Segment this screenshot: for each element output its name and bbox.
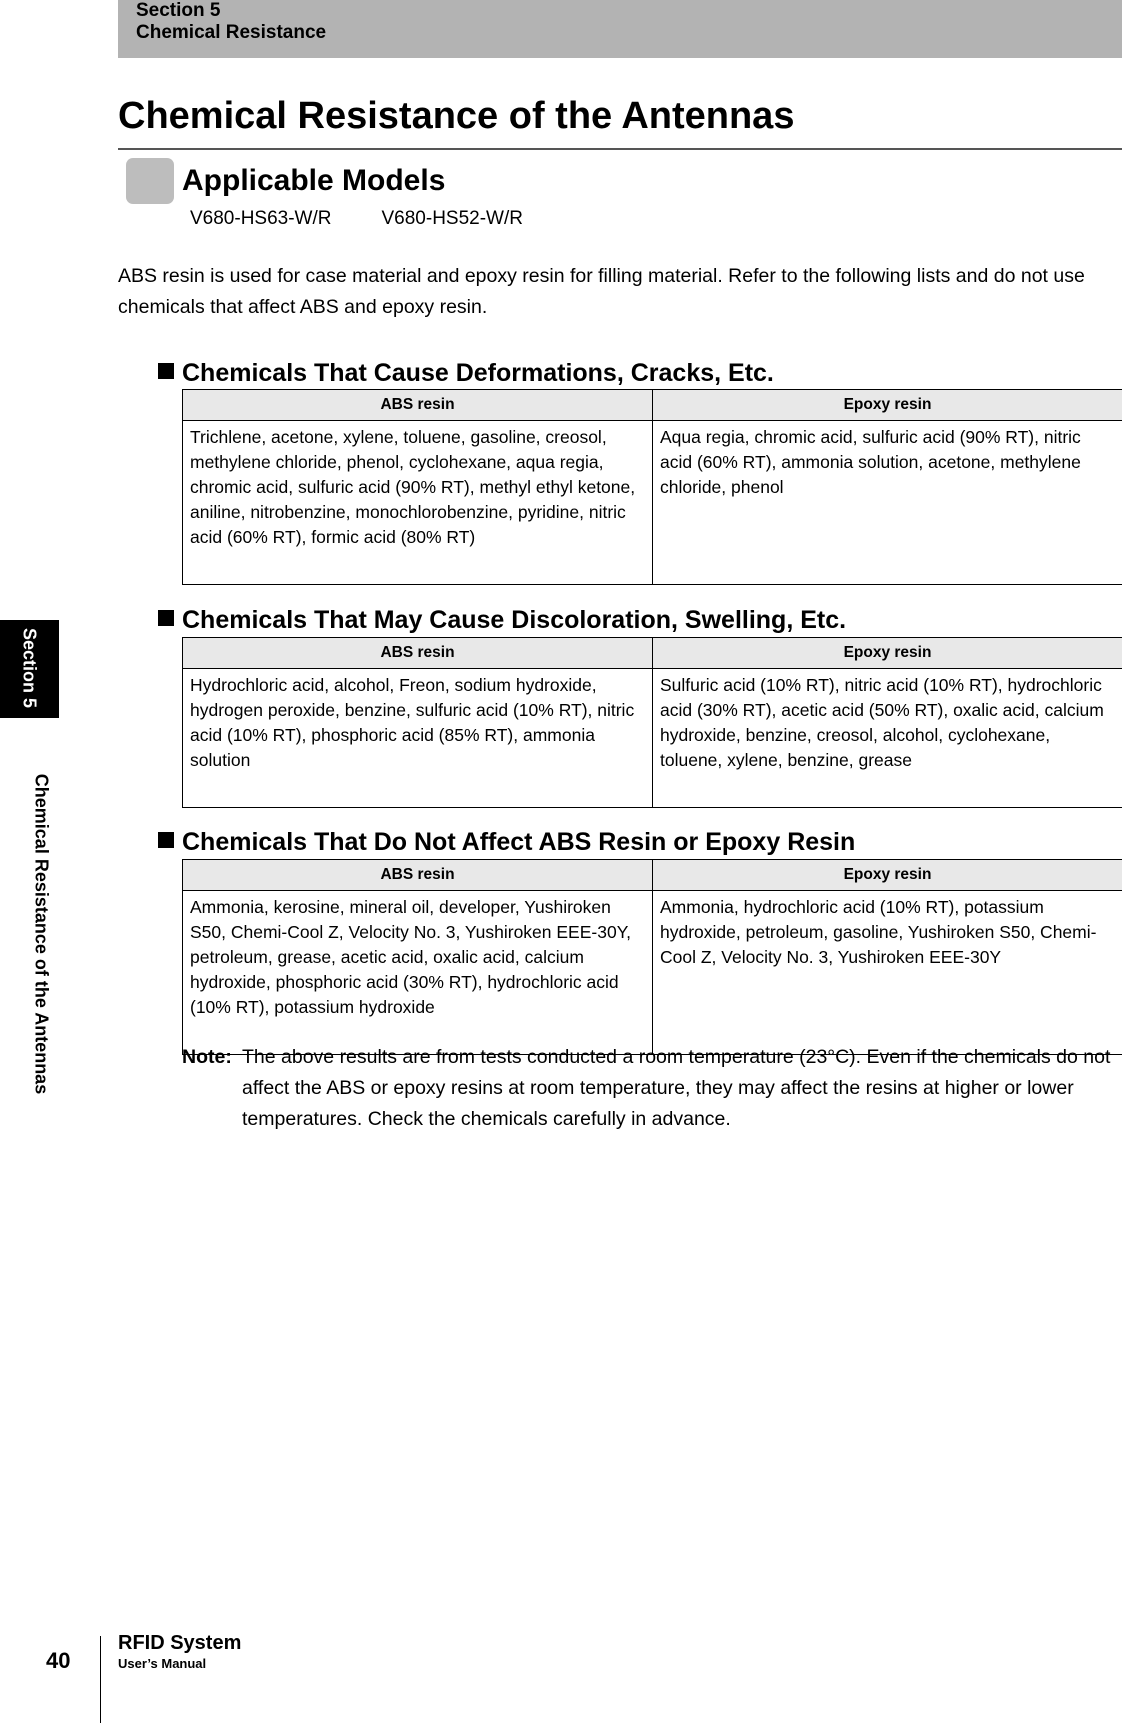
section-number: Section 5 (136, 0, 221, 21)
col-header-abs: ABS resin (183, 390, 653, 421)
section-heading-text: Chemicals That May Cause Discoloration, Swelling, Etc. (182, 606, 847, 634)
chem-table-deformation (182, 389, 1122, 585)
model-item: V680-HS63-W/R (190, 208, 332, 229)
section-chapter: Chemical Resistance (136, 22, 327, 43)
col-header-abs: ABS resin (183, 860, 653, 891)
col-header-epoxy: Epoxy resin (653, 860, 1122, 891)
epoxy-cell: Aqua regia, chromic acid, sulfuric acid (90% RT), nitric acid (60% RT), ammonia solution, acetone, methylene chloride, phenol (653, 421, 1122, 585)
square-bullet-icon (158, 363, 174, 379)
intro-paragraph: ABS resin is used for case material and epoxy resin for filling material. Refer to the following lists and do not use chemicals that affect ABS and epoxy resin. (118, 265, 1085, 318)
abs-cell: Ammonia, kerosine, mineral oil, developer, Yushiroken S50, Chemi-Cool Z, Velocity No. 3, Yushiroken EEE-30Y, petroleum, grease, acetic acid, oxalic acid, calcium hydroxide, phosphoric acid (30% RT), hydrochloric acid (10% RT), potassium hydroxide (183, 891, 653, 1055)
page-title: Chemical Resistance of the Antennas (118, 95, 795, 137)
note-label: Note: (182, 1046, 232, 1068)
note-block (182, 1042, 1122, 1135)
model-item: V680-HS52-W/R (381, 208, 523, 229)
section-heading-text: Chemicals That Cause Deformations, Cracks, Etc. (182, 359, 774, 387)
footer-divider (100, 1636, 101, 1723)
section-heading-no-effect (158, 827, 855, 857)
chem-table-discoloration (182, 637, 1122, 808)
col-header-abs: ABS resin (183, 638, 653, 669)
abs-cell: Hydrochloric acid, alcohol, Freon, sodium hydroxide, hydrogen peroxide, benzine, sulfuric acid (10% RT), nitric acid (10% RT), phosphoric acid (85% RT), ammonia solution (183, 669, 653, 808)
section-heading-discoloration (158, 605, 846, 635)
section-header-bar (118, 0, 1122, 58)
side-chapter-title: Chemical Resistance of the Antennas (31, 773, 52, 1095)
square-bullet-icon (158, 610, 174, 626)
applicable-models-heading: Applicable Models (182, 164, 446, 197)
abs-cell: Trichlene, acetone, xylene, toluene, gasoline, creosol, methylene chloride, phenol, cyclohexane, aqua regia, chromic acid, sulfuric acid (90% RT), methyl ethyl ketone, aniline, nitrobenzine, monochlorobenzine, pyridine, nitric acid (60% RT), formic acid (80% RT) (183, 421, 653, 585)
footer-product: RFID System (118, 1632, 242, 1654)
section-heading-deformation (158, 358, 774, 388)
side-section-label: Section 5 (19, 627, 40, 709)
square-bullet-icon (158, 832, 174, 848)
note-text: The above results are from tests conducted a room temperature (23°C). Even if the chemicals do not affect the ABS or epoxy resins at room temperature, they may affect the resins at higher or lower temperatures. Check the chemicals carefully in advance. (242, 1046, 1111, 1130)
footer-manual: User’s Manual (118, 1656, 207, 1671)
title-rule (118, 148, 1122, 150)
heading-marker-icon (126, 158, 174, 204)
section-heading-text: Chemicals That Do Not Affect ABS Resin or Epoxy Resin (182, 828, 856, 856)
page-number: 40 (46, 1648, 71, 1673)
col-header-epoxy: Epoxy resin (653, 638, 1122, 669)
chem-table-no-effect (182, 859, 1122, 1055)
col-header-epoxy: Epoxy resin (653, 390, 1122, 421)
epoxy-cell: Sulfuric acid (10% RT), nitric acid (10% RT), hydrochloric acid (30% RT), acetic acid (50% RT), oxalic acid, calcium hydroxide, benzine, creosol, alcohol, cyclohexane, toluene, xylene, benzine, grease (653, 669, 1122, 808)
epoxy-cell: Ammonia, hydrochloric acid (10% RT), potassium hydroxide, petroleum, gasoline, Yushiroken S50, Chemi-Cool Z, Velocity No. 3, Yushiroken EEE-30Y (653, 891, 1122, 1055)
model-list (190, 206, 573, 232)
